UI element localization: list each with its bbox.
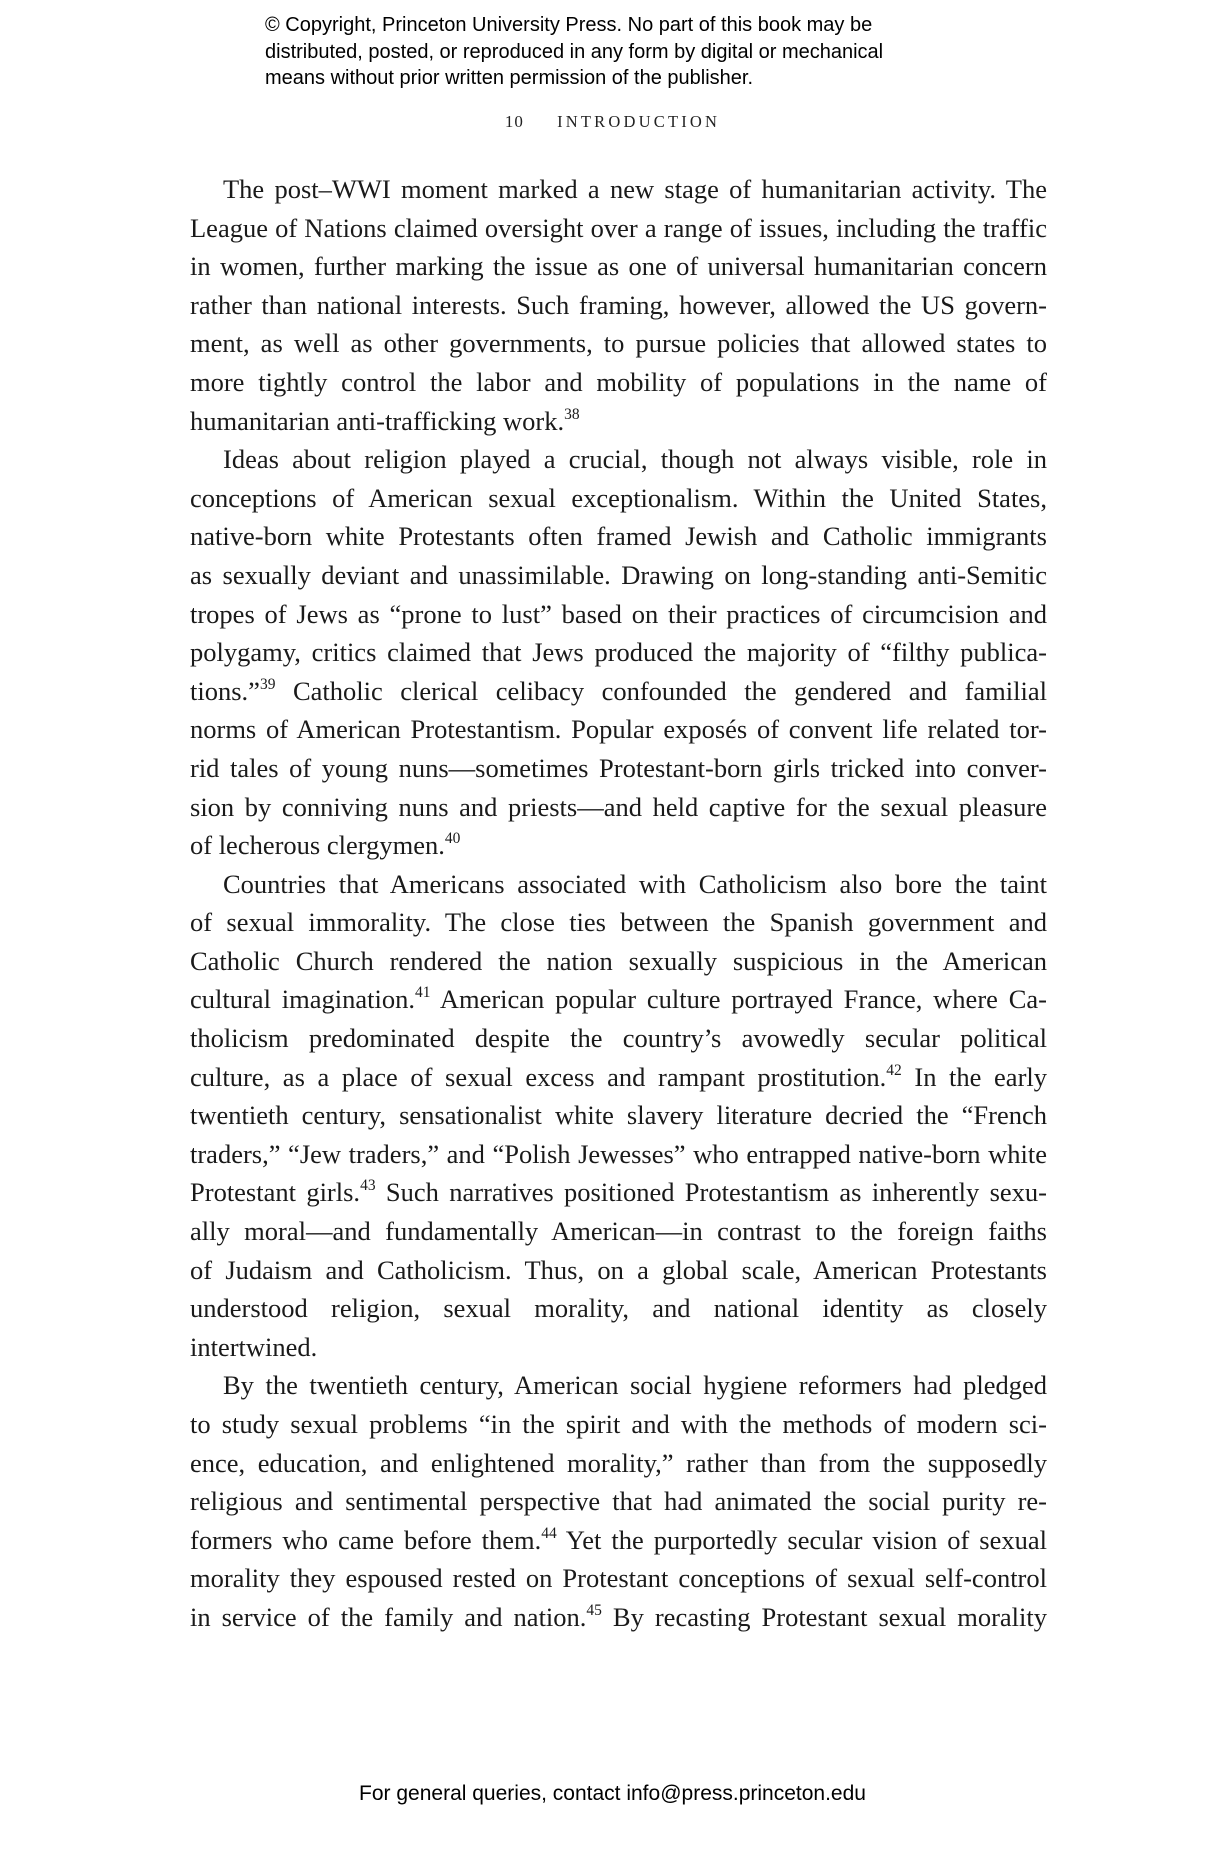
line-text: sion by conniving nuns and priests—and held captive for the sexual pleasure — [190, 791, 1047, 822]
text-line — [190, 1212, 1047, 1251]
line-text: traders,” “Jew traders,” and “Polish Jewesses” who entrapped native-born white — [190, 1138, 1047, 1169]
copyright-line: distributed, posted, or reproduced in any form by digital or mechanical — [265, 40, 884, 63]
footnote-marker: 44 — [541, 1524, 557, 1542]
running-head — [0, 112, 1225, 132]
line-text: League of Nations claimed oversight over a range of issues, including the traffic — [190, 212, 1047, 243]
line-text: religious and sentimental perspective that had animated the social purity re- — [190, 1486, 1047, 1517]
text-line — [190, 1328, 1047, 1367]
footnote-marker: 42 — [886, 1061, 902, 1079]
line-text: rid tales of young nuns—sometimes Protestant-born girls tricked into conver- — [190, 752, 1047, 783]
text-line — [190, 1444, 1047, 1483]
text-line — [190, 1173, 1047, 1212]
text-line — [190, 363, 1047, 402]
text-line — [190, 170, 1047, 209]
line-text: By the twentieth century, American social hygiene reformers had pledged — [223, 1370, 1047, 1401]
line-text-continued: American popular culture portrayed France, where Ca- — [430, 984, 1047, 1015]
line-text: ence, education, and enlightened morality,” rather than from the supposedly — [190, 1447, 1047, 1478]
text-line — [190, 209, 1047, 248]
line-text-continued: Yet the purportedly secular vision of sexual — [556, 1524, 1047, 1555]
line-text: Countries that Americans associated with Catholicism also bore the taint — [223, 868, 1047, 899]
text-line — [190, 903, 1047, 942]
line-text: twentieth century, sensationalist white slavery literature decried the “French — [190, 1100, 1047, 1131]
footnote-marker: 43 — [360, 1177, 376, 1195]
line-text: of Judaism and Catholicism. Thus, on a global scale, American Protestants — [190, 1254, 1047, 1285]
line-text: humanitarian anti-trafficking work. — [190, 405, 565, 436]
text-line — [190, 1366, 1047, 1405]
line-text: Ideas about religion played a crucial, though not always visible, role in — [223, 444, 1047, 475]
line-text: conceptions of American sexual exceptionalism. Within the United States, — [190, 482, 1047, 513]
line-text: polygamy, critics claimed that Jews produced the majority of “filthy publica- — [190, 637, 1047, 668]
line-text: understood religion, sexual morality, and national identity as closely — [190, 1293, 1047, 1324]
text-line — [190, 1405, 1047, 1444]
line-text: to study sexual problems “in the spirit and with the methods of modern sci- — [190, 1409, 1047, 1439]
text-line — [190, 826, 1047, 865]
line-text-continued: Catholic clerical celibacy confounded the gendered and familial — [275, 675, 1047, 706]
text-line — [190, 517, 1047, 556]
line-text: Catholic Church rendered the nation sexually suspicious in the American — [190, 945, 1047, 976]
copyright-line: © Copyright, Princeton University Press. No part of this book may be — [265, 14, 873, 36]
line-text: tropes of Jews as “prone to lust” based on their practices of circumcision and — [190, 598, 1047, 629]
line-text: tholicism predominated despite the country’s avowedly secular political — [190, 1023, 1047, 1054]
line-text: intertwined. — [190, 1331, 318, 1362]
footnote-marker: 45 — [586, 1601, 602, 1619]
line-text: tions.” — [190, 675, 260, 706]
line-text: more tightly control the labor and mobility of populations in the name of — [190, 366, 1047, 397]
text-line — [190, 1289, 1047, 1328]
line-text: of lecherous clergymen. — [190, 830, 445, 861]
line-text: formers who came before them. — [190, 1524, 542, 1555]
line-text: native-born white Protestants often framed Jewish and Catholic immigrants — [190, 521, 1047, 552]
copyright-line: means without prior written permission of the publisher. — [265, 67, 754, 89]
line-text: as sexually deviant and unassimilable. Drawing on long-standing anti-Semitic — [190, 559, 1047, 590]
line-text: rather than national interests. Such framing, however, allowed the US govern- — [190, 289, 1047, 320]
text-line — [190, 1058, 1047, 1097]
line-text-continued: By recasting Protestant sexual morality — [601, 1601, 1047, 1632]
text-line — [190, 556, 1047, 595]
footnote-marker: 38 — [564, 405, 580, 423]
line-text-continued: Such narratives positioned Protestantism as inherently sexu- — [375, 1177, 1047, 1208]
text-line — [190, 1521, 1047, 1560]
text-line — [190, 1096, 1047, 1135]
line-text: The post–WWI moment marked a new stage of humanitarian activity. The — [223, 174, 1047, 204]
text-line — [190, 247, 1047, 286]
text-line — [190, 440, 1047, 479]
text-line — [190, 672, 1047, 711]
text-line — [190, 633, 1047, 672]
line-text: norms of American Protestantism. Popular exposés of convent life related tor- — [190, 714, 1047, 745]
text-line — [190, 1598, 1047, 1637]
body-text — [190, 170, 1047, 1637]
text-line — [190, 1251, 1047, 1290]
text-line — [190, 1019, 1047, 1058]
text-line — [190, 479, 1047, 518]
text-line — [190, 324, 1047, 363]
text-line — [190, 749, 1047, 788]
line-text: morality they espoused rested on Protestant conceptions of sexual self-control — [190, 1563, 1047, 1594]
text-line — [190, 710, 1047, 749]
text-line — [190, 402, 1047, 441]
section-title: INTRODUCTION — [557, 112, 721, 131]
copyright-notice — [265, 12, 1025, 92]
line-text: ally moral—and fundamentally American—in contrast to the foreign faiths — [190, 1216, 1047, 1247]
page-number: 10 — [504, 112, 524, 131]
text-line — [190, 1482, 1047, 1521]
text-line — [190, 788, 1047, 827]
line-text-continued: In the early — [901, 1061, 1048, 1092]
footnote-marker: 39 — [259, 675, 276, 693]
footnote-marker: 41 — [414, 984, 431, 1002]
line-text: in women, further marking the issue as one of universal humanitarian concern — [190, 251, 1047, 282]
line-text: Protestant girls. — [190, 1177, 361, 1208]
footer-contact: For general queries, contact info@press.princeton.edu — [359, 1782, 866, 1805]
text-line — [190, 595, 1047, 634]
text-line — [190, 1135, 1047, 1174]
text-line — [190, 942, 1047, 981]
line-text: in service of the family and nation. — [190, 1601, 587, 1632]
line-text: of sexual immorality. The close ties between the Spanish government and — [190, 907, 1047, 938]
text-line — [190, 865, 1047, 904]
text-line — [190, 286, 1047, 325]
text-line — [190, 980, 1047, 1019]
line-text: ment, as well as other governments, to pursue policies that allowed states to — [190, 328, 1047, 359]
footnote-marker: 40 — [444, 830, 461, 848]
line-text: cultural imagination. — [190, 984, 415, 1015]
line-text: culture, as a place of sexual excess and rampant prostitution. — [190, 1061, 887, 1092]
text-line — [190, 1559, 1047, 1598]
